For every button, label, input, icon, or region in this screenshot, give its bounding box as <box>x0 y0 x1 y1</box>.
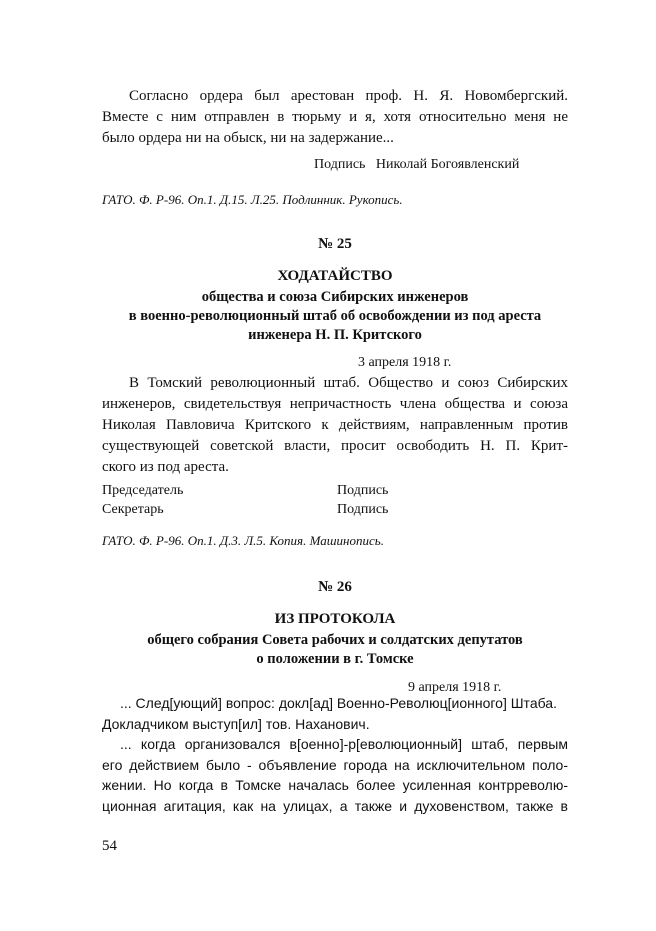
doc26-line: ... След[ующий] вопрос: докл[ад] Военно-Революц[ионного] Штаба. <box>120 695 557 711</box>
doc25-line: инженеров, свидетельствуя непричастность члена общества и союза <box>102 396 568 412</box>
doc25-line: ского из под ареста. <box>102 459 229 475</box>
doc24-source: ГАТО. Ф. Р-96. Оп.1. Д.15. Л.25. Подлинник. Рукопись. <box>102 192 403 207</box>
doc25-number: № 25 <box>318 236 352 252</box>
doc26-line: ционная агитация, как на улицах, а также и духовенством, также в <box>102 797 568 814</box>
doc25-line: Николая Павловича Критского к действиям, направленным против <box>102 417 568 433</box>
doc25-subtitle-line: инженера Н. П. Критского <box>248 327 422 343</box>
page-number: 54 <box>102 838 117 854</box>
doc25-line: существующей советской власти, просит освободить Н. П. Крит- <box>102 438 568 454</box>
doc24-text <box>102 86 568 149</box>
doc26-subtitle-line: о положении в г. Томске <box>256 651 414 667</box>
doc26-title: ИЗ ПРОТОКОЛА <box>274 611 396 627</box>
doc24-line: Согласно ордера был арестован проф. Н. Я. Новомбергский. <box>129 88 568 104</box>
doc26-subtitle-line: общего собрания Совета рабочих и солдатских депутатов <box>147 632 523 648</box>
doc25-line: В Томский революционный штаб. Общество и союз Сибирских <box>129 375 568 391</box>
doc26-number: № 26 <box>318 579 352 595</box>
doc25-signer-roles <box>102 481 183 519</box>
doc26-text <box>102 693 568 816</box>
signer-mark-chairman: Подпись <box>337 483 389 498</box>
doc24-line: Вместе с ним отправлен в тюрьму и я, хотя относительно меня не <box>102 109 568 125</box>
doc25-source: ГАТО. Ф. Р-96. Оп.1. Д.3. Л.5. Копия. Машинопись. <box>102 533 384 548</box>
doc26-line: Докладчиком выступ[ил] тов. Наханович. <box>102 715 370 732</box>
doc26-line: ... когда организовался в[оенно]-р[еволюционный] штаб, первым <box>120 736 568 752</box>
doc25-subtitle-line: в военно-революционный штаб об освобождении из под ареста <box>128 308 542 324</box>
doc25-signer-marks <box>337 481 388 519</box>
doc25-title: ХОДАТАЙСТВО <box>277 268 393 284</box>
doc25-subtitle-line: общества и союза Сибирских инженеров <box>201 289 469 305</box>
signer-role-chairman: Председатель <box>102 483 184 498</box>
doc25-body <box>102 373 568 478</box>
doc25-date: 3 апреля 1918 г. <box>358 355 452 370</box>
signer-mark-secretary: Подпись <box>337 502 389 517</box>
doc26-subtitle <box>102 631 568 669</box>
doc26-line: жении. Но когда в Томске началась более усиленная контрреволю- <box>102 777 568 793</box>
doc24-line: было ордера ни на обыск, ни на задержание... <box>102 130 394 146</box>
signer-role-secretary: Секретарь <box>102 502 164 517</box>
doc24-signature: Подпись Николай Богоявленский <box>314 157 520 172</box>
doc26-date: 9 апреля 1918 г. <box>408 680 502 695</box>
doc25-subtitle <box>102 288 568 345</box>
doc26-line: его действием было - объявление города на исключительном поло- <box>102 756 568 773</box>
